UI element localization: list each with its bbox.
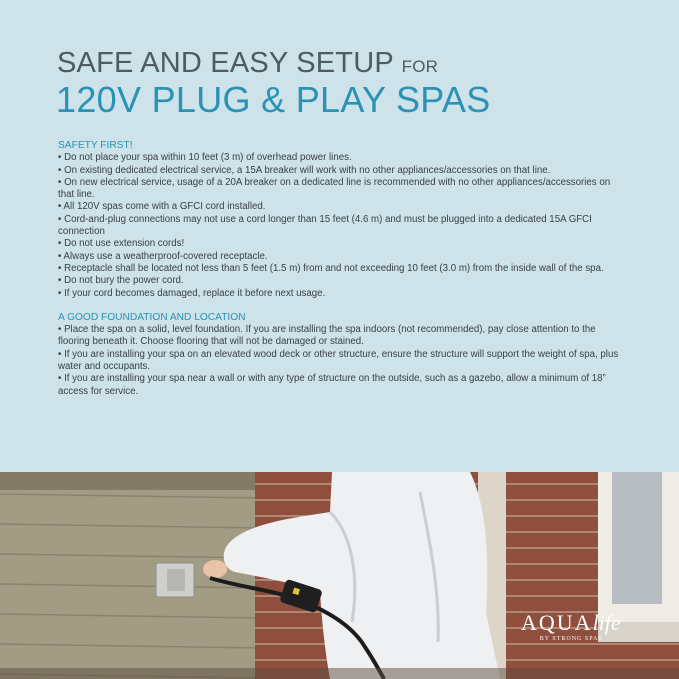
safety-item: • Always use a weatherproof-covered receptacle.	[58, 250, 268, 262]
foundation-item: • Place the spa on a solid, level foundation. If you are installing the spa indoors (not recommended), pay close attention to the flooring beneath it. Choose flooring that will not be damaged or stained.	[58, 324, 596, 348]
headline-main: SAFE AND EASY SETUP	[57, 47, 394, 79]
logo-tagline: BY STRONG SPAS	[539, 636, 603, 642]
safety-item: • Cord-and-plug connections may not use a cord longer than 15 feet (4.6 m) and must be plugged into a dedicated 15A GFCI connection	[58, 213, 592, 238]
logo-brand-script: life	[592, 610, 621, 635]
logo-brand-caps: AQUA	[521, 610, 593, 635]
safety-item: • On new electrical service, usage of a 20A breaker on a dedicated line is recommended with no other appliances/accessories on that line.	[58, 176, 611, 201]
headline-for: FOR	[401, 57, 439, 76]
safety-item: • Do not use extension cords!	[58, 238, 185, 250]
safety-item: • Receptacle shall be located not less than 5 feet (1.5 m) from and not exceeding 10 feet (3.0 m) from the inside wall of the spa.	[58, 262, 604, 274]
safety-item: • All 120V spas come with a GFCI cord installed.	[58, 201, 266, 213]
headline-line-1	[57, 49, 438, 78]
safety-item: • Do not bury the power cord.	[58, 275, 184, 287]
body-text	[58, 140, 628, 398]
safety-item: • If your cord becomes damaged, replace it before next usage.	[58, 287, 326, 299]
hand	[203, 560, 227, 578]
aqualife-logo	[521, 612, 621, 642]
photo-illustration	[0, 472, 679, 679]
safety-item: • On existing dedicated electrical service, a 15A breaker will work with no other appliances/accessories on that line.	[58, 164, 551, 176]
safety-title: SAFETY FIRST!	[58, 140, 133, 151]
foundation-item: • If you are installing your spa near a wall or with any type of structure on the outside, such as a gazebo, allow a minimum of 18” access for service.	[58, 373, 606, 397]
logo-wordmark	[521, 612, 621, 634]
setup-photo	[0, 472, 679, 679]
headline-line-2: 120V PLUG & PLAY SPAS	[56, 79, 491, 120]
safety-item: • Do not place your spa within 10 feet (3 m) of overhead power lines.	[58, 152, 352, 164]
foundation-item: • If you are installing your spa on an elevated wood deck or other structure, ensure the structure will support the weight of spa, plus water and occupants.	[58, 348, 619, 373]
foundation-title: A GOOD FOUNDATION AND LOCATION	[58, 311, 246, 323]
